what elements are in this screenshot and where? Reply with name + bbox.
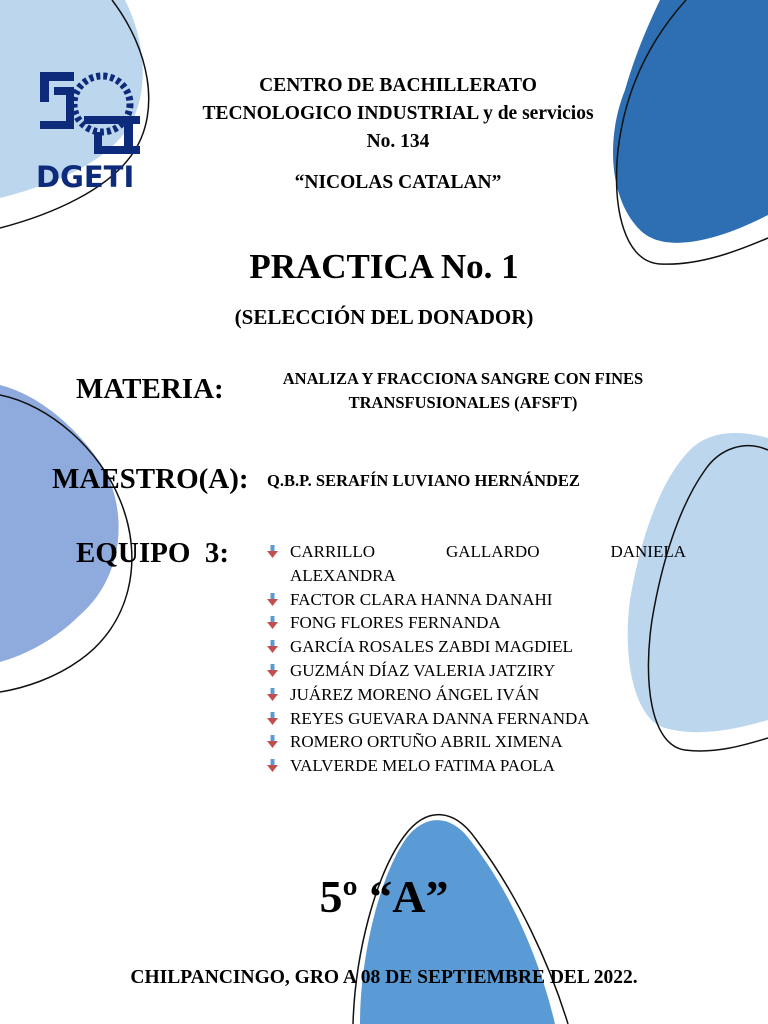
arrow-bullet-icon	[267, 616, 278, 629]
arrow-bullet-icon	[267, 759, 278, 772]
member-name: JUÁREZ MORENO ÁNGEL IVÁN	[290, 684, 540, 704]
list-item	[266, 540, 686, 588]
arrow-bullet-icon	[267, 593, 278, 606]
arrow-bullet-icon	[267, 735, 278, 748]
member-name: ROMERO ORTUÑO ABRIL XIMENA	[290, 732, 563, 752]
member-name: VALVERDE MELO FATIMA PAOLA	[290, 756, 555, 776]
school-name-line1: CENTRO DE BACHILLERATO	[259, 75, 537, 96]
member-name-line2: ALEXANDRA	[290, 565, 396, 585]
member-name: FONG FLORES FERNANDA	[290, 613, 501, 633]
arrow-bullet-icon	[267, 688, 278, 701]
school-name-block	[150, 72, 646, 156]
list-item	[266, 611, 686, 635]
subject-value-line2: TRANSFUSIONALES (AFSFT)	[348, 393, 578, 412]
teacher-name: Q.B.P. SERAFÍN LUVIANO HERNÁNDEZ	[267, 471, 580, 490]
subject-value-line1: ANALIZA Y FRACCIONA SANGRE CON FINES	[282, 369, 644, 388]
place-and-date: CHILPANCINGO, GRO A 08 DE SEPTIEMBRE DEL 2022.	[130, 967, 638, 988]
list-item	[266, 635, 686, 659]
list-item	[266, 588, 686, 612]
member-name: GUZMÁN DÍAZ VALERIA JATZIRY	[290, 660, 556, 680]
arrow-bullet-icon	[267, 664, 278, 677]
arrow-bullet-icon	[267, 712, 278, 725]
member-name: GARCÍA ROSALES ZABDI MAGDIEL	[290, 637, 573, 657]
deco-shape-left	[0, 385, 119, 662]
school-number: No. 134	[366, 131, 430, 152]
practice-subtitle: (SELECCIÓN DEL DONADOR)	[234, 305, 534, 329]
list-item	[266, 659, 686, 683]
teacher-label: MAESTRO(A):	[52, 463, 249, 495]
practice-title: PRACTICA No. 1	[249, 247, 519, 286]
list-item	[266, 707, 686, 731]
dgeti-logo	[36, 66, 146, 196]
grade-group: 5º “A”	[319, 871, 449, 922]
dgeti-logo-icon	[36, 66, 146, 158]
member-name: REYES GUEVARA DANNA FERNANDA	[290, 708, 590, 728]
list-item	[266, 683, 686, 707]
school-motto: “NICOLAS CATALAN”	[294, 172, 502, 193]
subject-label: MATERIA:	[76, 373, 224, 405]
arrow-bullet-icon	[267, 640, 278, 653]
team-label: EQUIPO 3:	[76, 537, 230, 569]
subject-value	[238, 367, 688, 415]
school-name-line2: TECNOLOGICO INDUSTRIAL y de servicios	[202, 103, 594, 124]
member-name-line1: CARRILLO GALLARDO DANIELA	[290, 542, 686, 561]
member-name: FACTOR CLARA HANNA DANAHI	[290, 589, 553, 609]
logo-text: DGETI	[36, 160, 135, 194]
team-member-list	[266, 540, 686, 778]
list-item	[266, 754, 686, 778]
list-item	[266, 730, 686, 754]
arrow-bullet-icon	[267, 545, 278, 558]
